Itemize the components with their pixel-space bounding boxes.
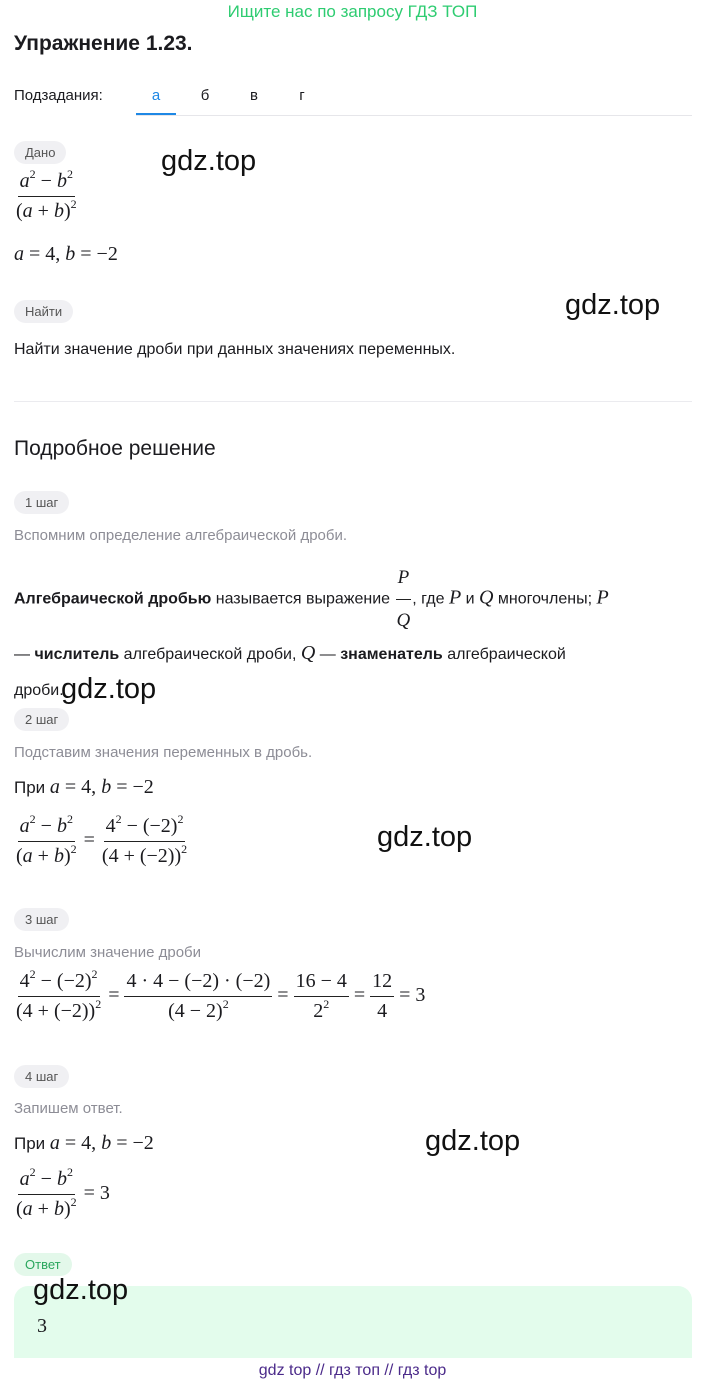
definition-paragraph: Алгебраической дробью называется выражение $\frac{P}{Q}$ , где P и Q многочлены; P — числитель алгебраической дроби, Q — знаменатель алгебраической дроби.	[14, 560, 694, 709]
definition-text: многочлены;	[497, 590, 593, 608]
step-3-badge: 3 шаг	[14, 908, 69, 931]
watermark: gdz.top	[33, 1274, 129, 1306]
definition-text: называется выражение	[215, 590, 391, 608]
watermark: gdz.top	[425, 1125, 521, 1157]
active-tab-indicator	[136, 113, 176, 115]
definition-text: , где	[412, 590, 445, 608]
definition-term: Алгебраической дробью	[14, 590, 212, 608]
top-banner: Ищите нас по запросу ГДЗ ТОП	[227, 2, 478, 21]
tab-g[interactable]: г	[299, 87, 305, 104]
tab-a[interactable]: а	[151, 87, 161, 104]
definition-text: дроби.	[14, 682, 64, 699]
step-2-equation: $\frac{a^2 - b^2}{(a + b)^2}$ = $\frac{4^2 - (-2)^2}{(4 + (-2))^2}$	[16, 812, 188, 867]
watermark: gdz.top	[565, 289, 661, 321]
step-4-equation: $\frac{a^2 - b^2}{(a + b)^2}$ = 3	[16, 1165, 110, 1220]
page-title: Упражнение 1.23.	[14, 32, 193, 55]
subtasks-label: Подзадания:	[14, 87, 103, 104]
definition-term: числитель	[34, 646, 120, 663]
dash: —	[319, 646, 336, 663]
definition-text: и	[465, 590, 475, 608]
step-4-note: Запишем ответ.	[14, 1100, 123, 1117]
step-2-substitution: При a = 4, b = −2	[14, 776, 154, 798]
tab-b[interactable]: б	[200, 87, 210, 104]
find-text: Найти значение дроби при данных значениях переменных.	[14, 341, 456, 358]
step-3-equation: $\frac{4^2 - (-2)^2}{(4 + (-2))^2}$ = $\frac{4 \cdot 4 - (-2) \cdot (-2)}{(4 - 2)^2}$ = $\frac{16 - 4}{2^2}$ = $\frac{12}{4}$ = 3	[16, 967, 426, 1022]
step-1-badge: 1 шаг	[14, 491, 69, 514]
pri-label: При	[14, 778, 46, 797]
answer-value: 3	[37, 1315, 47, 1337]
answer-badge: Ответ	[14, 1253, 72, 1276]
given-values: a = 4, b = −2	[14, 243, 118, 265]
pri-label: При	[14, 1134, 46, 1153]
watermark: gdz.top	[161, 145, 257, 177]
solution-title: Подробное решение	[14, 437, 216, 460]
tab-v[interactable]: в	[250, 87, 258, 104]
step-2-note: Подставим значения переменных в дробь.	[14, 744, 313, 761]
footer-links: gdz top // гдз топ // гдз top	[258, 1362, 447, 1379]
step-3-note: Вычислим значение дроби	[14, 944, 202, 961]
definition-text: алгебраической дроби,	[123, 646, 297, 663]
tabs-divider	[136, 115, 692, 116]
given-badge: Дано	[14, 141, 66, 164]
step-1-note: Вспомним определение алгебраической дроби.	[14, 527, 348, 544]
step-2-badge: 2 шаг	[14, 708, 69, 731]
definition-term: знаменатель	[340, 646, 443, 663]
given-fraction: $\frac{a^2 - b^2}{(a + b)^2}$	[16, 167, 77, 222]
section-divider	[14, 401, 692, 402]
definition-text: алгебраической	[447, 646, 566, 663]
dash: —	[14, 646, 30, 663]
watermark: gdz.top	[377, 821, 473, 853]
step-4-badge: 4 шаг	[14, 1065, 69, 1088]
find-badge: Найти	[14, 300, 73, 323]
step-4-substitution: При a = 4, b = −2	[14, 1132, 154, 1154]
watermark: gdz.top	[61, 673, 157, 705]
